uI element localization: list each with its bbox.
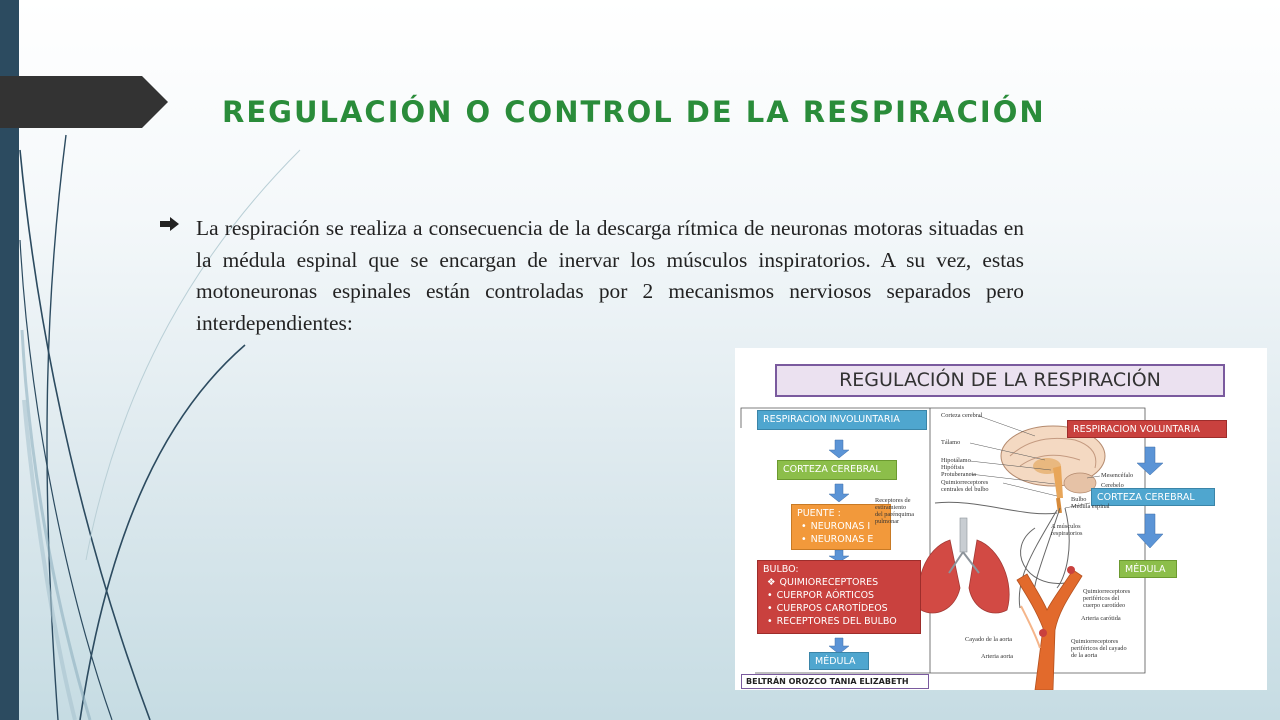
bulbo-title: BULBO: — [763, 564, 799, 575]
lungs-illustration — [919, 518, 1010, 613]
puente-list — [797, 520, 885, 546]
label-medula-espinal: Médula espinal — [1071, 503, 1110, 510]
label-hipofisis: Hipófisis — [941, 464, 965, 471]
voluntary-box: RESPIRACION VOLUNTARIA — [1067, 420, 1227, 438]
bulbo-item: • CUERPOS CAROTÍDEOS — [775, 602, 915, 615]
label-corteza: Corteza cerebral — [941, 412, 983, 419]
label-quimio-centrales-2: centrales del bulbo — [941, 486, 989, 493]
respiration-regulation-diagram — [735, 348, 1267, 690]
label-talamo: Tálamo — [941, 439, 961, 446]
label-musculos-2: respiratorios — [1051, 530, 1083, 537]
medula-right-box: MÉDULA — [1119, 560, 1177, 578]
label-quimio-perif-3: cuerpo carotídeo — [1083, 602, 1126, 609]
label-musculos-1: A músculos — [1051, 523, 1081, 530]
label-quimio-aorta-2: periféricos del cayado — [1071, 645, 1127, 652]
label-hipotalamo: Hipotálamo — [941, 457, 971, 464]
label-bulbo: Bulbo — [1071, 496, 1087, 503]
label-quimio-aorta-1: Quimiorreceptores — [1071, 638, 1119, 645]
bullet-text: La respiración se realiza a consecuencia de la descarga rítmica de neuronas motoras situadas en la médula espinal que se encargan de inervar los músculos inspiratorios. A su vez, estas motoneuronas espinales están controladas por 2 mecanismos nerviosos separados pero interdependientes: — [196, 216, 1024, 335]
slide-title: REGULACIÓN O CONTROL DE LA RESPIRACIÓN — [222, 95, 1046, 129]
label-protuberancia: Protuberancia — [941, 471, 976, 478]
bullet-paragraph — [160, 213, 1024, 339]
diagram-title: REGULACIÓN DE LA RESPIRACIÓN — [775, 364, 1225, 397]
author-signature: BELTRÁN OROZCO TANIA ELIZABETH — [741, 674, 929, 689]
label-arteria-carotida: Arteria carótida — [1081, 615, 1121, 622]
bulbo-item: • CUERPOR AÓRTICOS — [775, 589, 915, 602]
label-quimio-aorta-3: de la aorta — [1071, 652, 1098, 659]
label-receptores-2: estiramiento — [875, 504, 907, 511]
label-quimio-perif-1: Quimiorreceptores — [1083, 588, 1131, 595]
puente-item: • NEURONAS I — [809, 520, 885, 533]
medula-left-box: MÉDULA — [809, 652, 869, 670]
arrow-bullet-icon — [160, 217, 180, 231]
puente-item: • NEURONAS E — [809, 533, 885, 546]
bulbo-box — [757, 560, 921, 634]
label-arteria-aorta: Arteria aorta — [981, 653, 1013, 660]
label-cerebelo: Cerebelo — [1101, 482, 1124, 489]
bulbo-item: • RECEPTORES DEL BULBO — [775, 615, 915, 628]
label-receptores-4: pulmonar — [875, 518, 900, 525]
label-cayado: Cayado de la aorta — [965, 636, 1013, 643]
label-receptores-3: del parénquima — [875, 511, 914, 518]
bulbo-item: ❖ QUIMIORECEPTORES — [775, 576, 915, 589]
label-mesencefalo: Mesencéfalo — [1101, 472, 1134, 479]
brain-illustration — [1001, 426, 1105, 513]
puente-title: PUENTE : — [797, 508, 841, 519]
cortex-right-box: CORTEZA CEREBRAL — [1091, 488, 1215, 506]
label-quimio-perif-2: periféricos del — [1083, 595, 1120, 602]
aorta-illustration — [1017, 566, 1082, 690]
title-tab-shape — [0, 76, 168, 128]
bulbo-list — [763, 576, 915, 628]
cortex-left-box: CORTEZA CEREBRAL — [777, 460, 897, 480]
involuntary-box: RESPIRACION INVOLUNTARIA — [757, 410, 927, 430]
label-quimio-centrales-1: Quimiorreceptores — [941, 479, 989, 486]
label-receptores-1: Receptores de — [875, 497, 911, 504]
